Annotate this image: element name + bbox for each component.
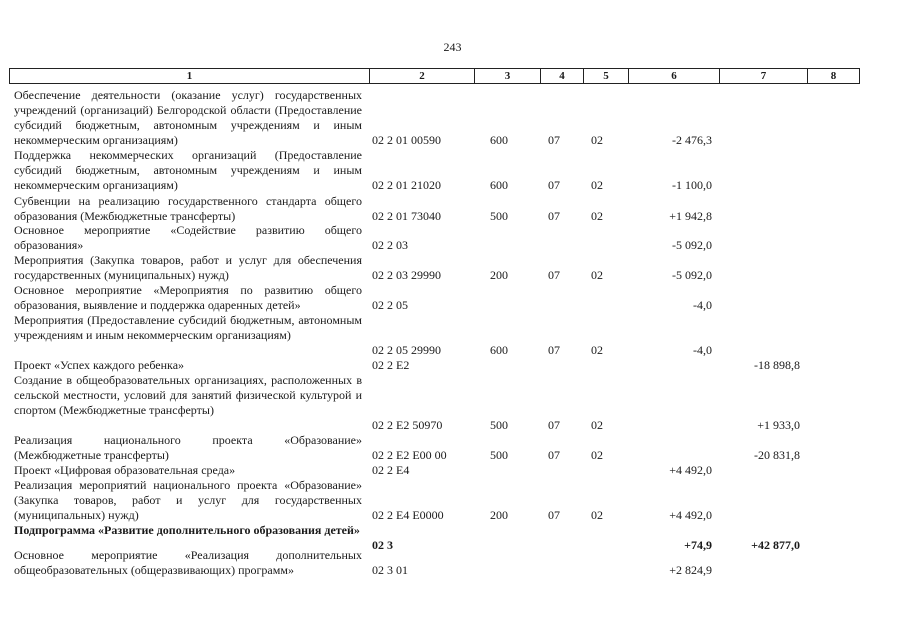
row-code: 02 2 03 29990 xyxy=(372,268,441,282)
row-vr: 500 xyxy=(490,448,508,462)
row-code: 02 2 03 xyxy=(372,238,408,252)
row-rz: 07 xyxy=(548,448,560,462)
row-vr: 600 xyxy=(490,343,508,357)
row-description: Проект «Цифровая образовательная среда» xyxy=(14,463,236,477)
row-c7: +1 933,0 xyxy=(757,418,800,432)
row-description: Проект «Успех каждого ребенка» xyxy=(14,358,185,372)
row-description: Создание в общеобразовательных организациях, расположенных в сельской местности, условий для занятий физической культурой и спортом (Межбюджетные трансферты) xyxy=(14,373,362,417)
row-description: Поддержка некоммерческих организаций (Предоставление субсидий бюджетным, автономным учреждениям и иным некоммерческим организациям) xyxy=(14,148,362,192)
row-pr: 02 xyxy=(591,178,603,192)
page-number: 243 xyxy=(443,40,462,54)
row-code: 02 2 01 73040 xyxy=(372,209,441,223)
row-pr: 02 xyxy=(591,209,603,223)
row-description: Мероприятия (Закупка товаров, работ и услуг для обеспечения государственных (муниципальных) нужд) xyxy=(14,253,362,282)
row-description: Основное мероприятие «Мероприятия по развитию общего образования, выявление и поддержка одаренных детей» xyxy=(14,283,362,312)
row-pr: 02 xyxy=(591,508,603,522)
row-vr: 500 xyxy=(490,418,508,432)
row-rz: 07 xyxy=(548,178,560,192)
row-c7: +42 877,0 xyxy=(751,538,800,552)
row-c6: +74,9 xyxy=(684,538,712,552)
row-c6: +2 824,9 xyxy=(669,563,712,577)
row-vr: 200 xyxy=(490,508,508,522)
row-description: Основное мероприятие «Содействие развитию общего образования» xyxy=(14,223,362,252)
row-c7: -20 831,8 xyxy=(754,448,800,462)
row-description: Основное мероприятие «Реализация дополнительных общеобразовательных (общеразвивающих) программ» xyxy=(14,548,362,577)
row-pr: 02 xyxy=(591,133,603,147)
header-col-5: 5 xyxy=(584,69,629,83)
row-c6: +4 492,0 xyxy=(669,508,712,522)
row-code: 02 2 E2 E00 00 xyxy=(372,448,447,462)
row-c6: -4,0 xyxy=(693,298,712,312)
row-description: Реализация мероприятий национального проекта «Образование» (Закупка товаров, работ и услуг для государственных (муниципальных) нужд) xyxy=(14,478,362,522)
row-c6: +4 492,0 xyxy=(669,463,712,477)
row-rz: 07 xyxy=(548,268,560,282)
header-col-2: 2 xyxy=(370,69,475,83)
row-c7: -18 898,8 xyxy=(754,358,800,372)
header-col-1: 1 xyxy=(10,69,370,83)
row-code: 02 2 E2 50970 xyxy=(372,418,443,432)
row-vr: 600 xyxy=(490,133,508,147)
row-pr: 02 xyxy=(591,268,603,282)
header-col-3: 3 xyxy=(475,69,541,83)
row-code: 02 2 E2 xyxy=(372,358,410,372)
header-col-4: 4 xyxy=(541,69,584,83)
row-rz: 07 xyxy=(548,418,560,432)
row-description: Реализация национального проекта «Образование» (Межбюджетные трансферты) xyxy=(14,433,362,462)
row-c6: -5 092,0 xyxy=(672,238,712,252)
row-rz: 07 xyxy=(548,343,560,357)
row-c6: +1 942,8 xyxy=(669,209,712,223)
row-vr: 200 xyxy=(490,268,508,282)
row-pr: 02 xyxy=(591,418,603,432)
row-code: 02 2 05 xyxy=(372,298,408,312)
row-code: 02 2 05 29990 xyxy=(372,343,441,357)
row-vr: 500 xyxy=(490,209,508,223)
row-rz: 07 xyxy=(548,209,560,223)
row-code: 02 2 E4 xyxy=(372,463,410,477)
header-col-7: 7 xyxy=(720,69,808,83)
row-description: Обеспечение деятельности (оказание услуг) государственных учреждений (организаций) Белгородской области (Предоставление субсидий бюджетным, автономным учреждениям и иным некоммерческим организациям) xyxy=(14,88,362,147)
header-col-8: 8 xyxy=(830,70,837,82)
row-c6: -2 476,3 xyxy=(672,133,712,147)
row-description: Подпрограмма «Развитие дополнительного образования детей» xyxy=(14,523,360,537)
header-col-6: 6 xyxy=(629,69,720,83)
row-code: 02 3 01 xyxy=(372,563,408,577)
row-vr: 600 xyxy=(490,178,508,192)
row-description: Субвенции на реализацию государственного стандарта общего образования (Межбюджетные трансферты) xyxy=(14,194,362,223)
row-c6: -5 092,0 xyxy=(672,268,712,282)
row-c6: -1 100,0 xyxy=(672,178,712,192)
row-rz: 07 xyxy=(548,508,560,522)
row-c6: -4,0 xyxy=(693,343,712,357)
row-pr: 02 xyxy=(591,343,603,357)
table-header xyxy=(9,68,860,84)
row-rz: 07 xyxy=(548,133,560,147)
row-description: Мероприятия (Предоставление субсидий бюджетным, автономным учреждениям и иным некоммерческим организациям) xyxy=(14,313,362,342)
row-code: 02 2 E4 E0000 xyxy=(372,508,444,522)
row-code: 02 3 xyxy=(372,538,393,552)
row-code: 02 2 01 00590 xyxy=(372,133,441,147)
row-code: 02 2 01 21020 xyxy=(372,178,441,192)
row-pr: 02 xyxy=(591,448,603,462)
